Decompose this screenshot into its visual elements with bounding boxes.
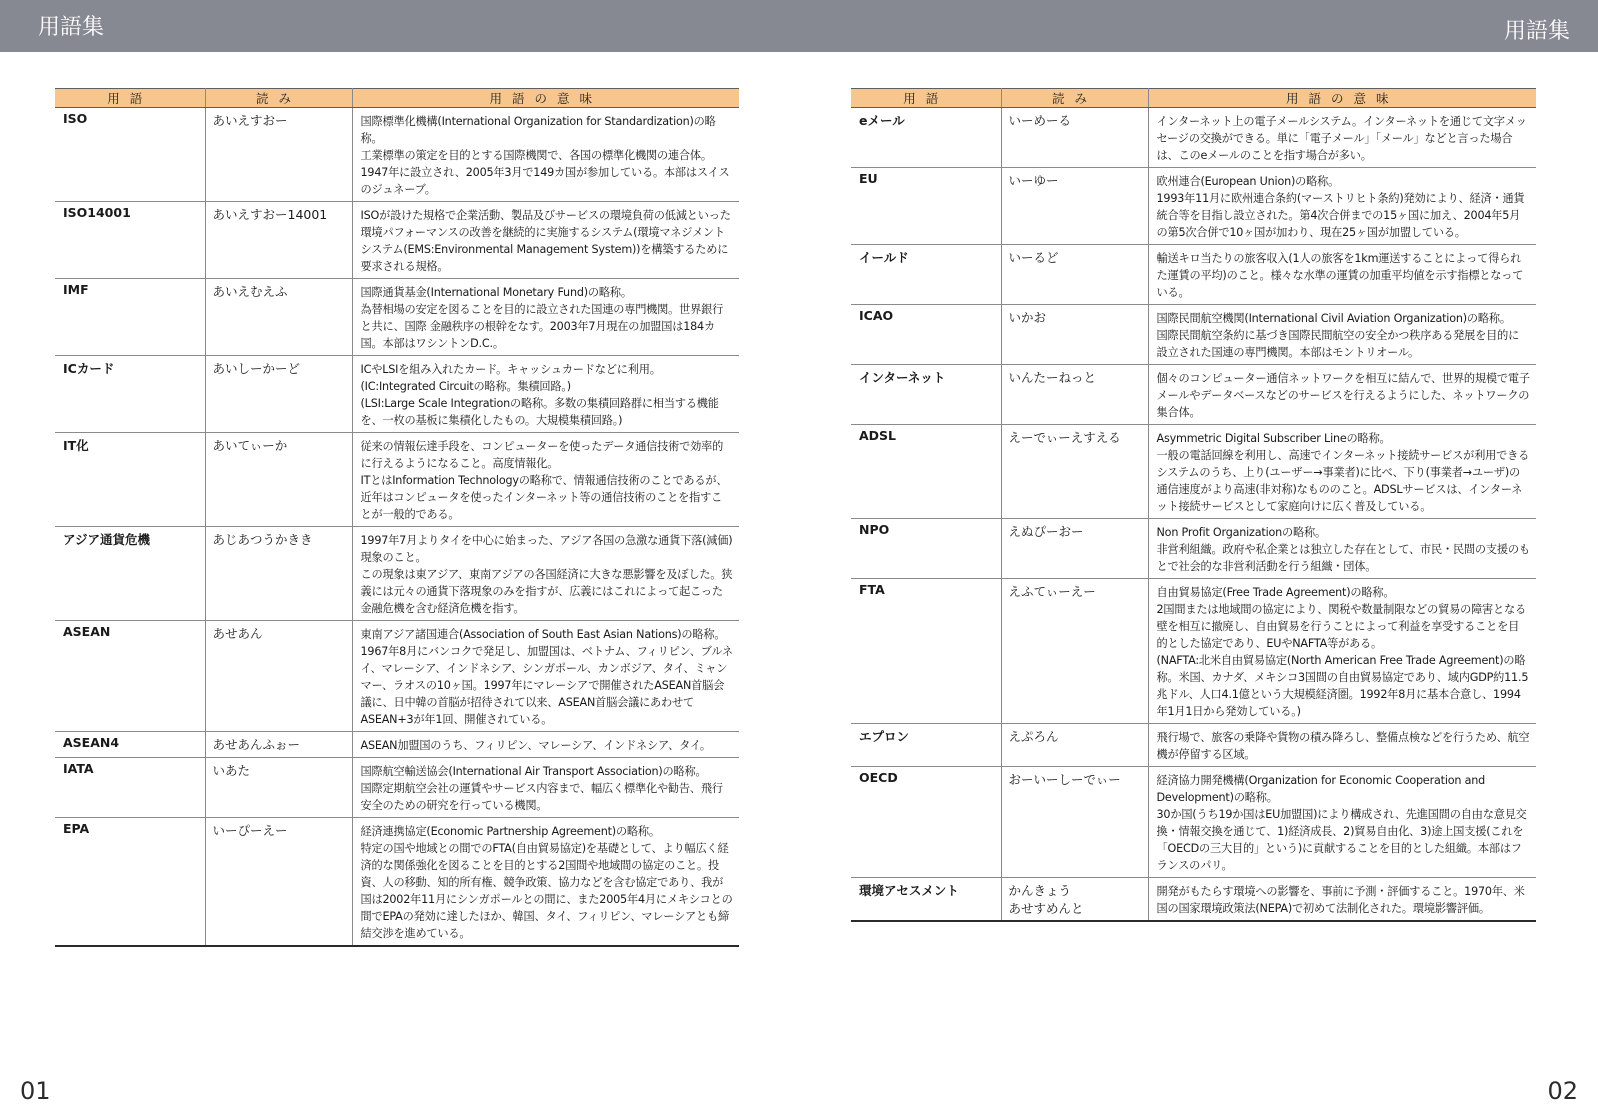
meaning-paragraph: (IC:Integrated Circuitの略称。集積回路。) (360, 380, 571, 393)
reading-cell: いんたーねっと (1001, 365, 1148, 425)
term-cell: EPA (55, 818, 205, 947)
table-row (55, 433, 739, 527)
term-cell: IATA (55, 758, 205, 818)
glossary-body-right (851, 108, 1536, 922)
reading-cell: えふてぃーえー (1001, 579, 1148, 724)
table-row (55, 527, 739, 621)
table-row (55, 279, 739, 356)
reading-cell: おーいーしーでぃー (1001, 767, 1148, 878)
table-row (55, 108, 739, 202)
reading-cell: あいてぃーか (205, 433, 352, 527)
meaning-cell (352, 356, 739, 433)
glossary-table-left (55, 88, 739, 947)
reading-cell: いあた (205, 758, 352, 818)
meaning-paragraph: 経済連携協定(Economic Partnership Agreement)の略称。 (360, 825, 660, 838)
reading-cell: いーゆー (1001, 168, 1148, 245)
header-meaning: 用語の意味 (352, 89, 739, 108)
meaning-cell (352, 758, 739, 818)
meaning-paragraph: 1993年11月に欧州連合条約(マーストリヒト条約)発効により、経済・通貨統合等を目指し設立された。第4次合併までの15ヶ国に加え、2004年5月の第5次合併で10ヶ国が加わり、現在25ヶ国が加盟している。 (1156, 192, 1525, 239)
table-row (851, 305, 1536, 365)
term-cell: ADSL (851, 425, 1001, 519)
table-row (851, 519, 1536, 579)
term-cell: ISO14001 (55, 202, 205, 279)
meaning-paragraph: 輸送キロ当たりの旅客収入(1人の旅客を1km運送することによって得られた運賃の平均)のこと。様々な水準の運賃の加重平均値を示す指標となっている。 (1156, 252, 1524, 299)
term-cell: イールド (851, 245, 1001, 305)
reading-cell: あせあん (205, 621, 352, 732)
table-header-row (851, 89, 1536, 108)
meaning-paragraph: 非営利組織。政府や私企業とは独立した存在として、市民・民間の支援のもとで社会的な非営利活動を行う組織・団体。 (1156, 543, 1530, 573)
meaning-cell (352, 279, 739, 356)
meaning-paragraph: 従来の情報伝達手段を、コンピューターを使ったデータ通信技術で効率的に行えるようになること。高度情報化。 (360, 440, 724, 470)
meaning-cell (1148, 878, 1536, 922)
meaning-cell (1148, 245, 1536, 305)
glossary-body-left (55, 108, 739, 947)
meaning-paragraph: Non Profit Organizationの略称。 (1156, 526, 1326, 539)
term-cell: ISO (55, 108, 205, 202)
meaning-cell (1148, 724, 1536, 767)
meaning-cell (352, 433, 739, 527)
meaning-paragraph: ITとはInformation Technologyの略称で、情報通信技術のことであるが、近年はコンピュータを使ったインターネット等の通信技術のことを指すことが一般的である。 (360, 474, 728, 521)
meaning-cell (1148, 767, 1536, 878)
table-row (851, 767, 1536, 878)
reading-cell: いーめーる (1001, 108, 1148, 168)
table-row (55, 356, 739, 433)
meaning-cell (352, 108, 739, 202)
meaning-cell (1148, 519, 1536, 579)
meaning-cell (352, 621, 739, 732)
term-cell: NPO (851, 519, 1001, 579)
meaning-cell (1148, 425, 1536, 519)
term-cell: EU (851, 168, 1001, 245)
meaning-cell (352, 818, 739, 947)
table-row (851, 245, 1536, 305)
meaning-paragraph: 2国間または地域間の協定により、関税や数量制限などの貿易の障害となる壁を相互に撤廃し、自由貿易を行うことによって利益を享受することを目的とした協定であり、EUやNAFTA等がある。 (1156, 603, 1527, 650)
term-cell: IT化 (55, 433, 205, 527)
table-row (851, 878, 1536, 922)
meaning-paragraph: Asymmetric Digital Subscriber Lineの略称。 (1156, 432, 1391, 445)
header-term: 用語 (55, 89, 205, 108)
meaning-paragraph: 一般の電話回線を利用し、高速でインターネット接続サービスが利用できるシステムのうち、上り(ユーザー→事業者)に比べ、下り(事業者→ユーザ)の通信速度がより高速(非対称)なもののこと。ADSLサービスは、インターネット接続サービスとして家庭向けに広く普及している。 (1156, 449, 1530, 513)
meaning-paragraph: 特定の国や地域との間でのFTA(自由貿易協定)を基礎として、より幅広く経済的な関係強化を図ることを目的とする2国間や地域間の協定のこと。投資、人の移動、知的所有権、競争政策、協力などを含む協定であり、我が国は2002年11月にシンガポールとの間に、また2005年4月にメキシコとの間でEPAの発効に達したほか、韓国、タイ、フィリピン、マレーシアとも締結交渉を進めている。 (360, 842, 733, 940)
term-cell: ICAO (851, 305, 1001, 365)
meaning-paragraph: (LSI:Large Scale Integrationの略称。多数の集積回路群に相当する機能を、一枚の基板に集積化したもの。大規模集積回路。) (360, 397, 719, 427)
meaning-paragraph: 30か国(うち19か国はEU加盟国)により構成され、先進国間の自由な意見交換・情報交換を通じて、1)経済成長、2)貿易自由化、3)途上国支援(これを「OECDの三大目的」という)に貢献することを目的とした組織。本部はフランスのパリ。 (1156, 808, 1527, 872)
table-row (851, 579, 1536, 724)
term-cell: エプロン (851, 724, 1001, 767)
reading-cell: かんきょう あせすめんと (1001, 878, 1148, 922)
table-row (851, 425, 1536, 519)
meaning-paragraph: 経済協力開発機構(Organization for Economic Cooperation and Development)の略称。 (1156, 774, 1486, 804)
meaning-paragraph: 1967年8月にバンコクで発足し、加盟国は、ベトナム、フィリピン、ブルネイ、マレーシア、インドネシア、シンガポール、カンボジア、タイ、ミャンマー、ラオスの10ヶ国。1997年にマレーシアで開催されたASEAN首脳会議に、日中韓の首脳が招待されて以来、ASEAN首脳会議にあわせてASEAN+3が年1回、開催されている。 (360, 645, 733, 726)
meaning-paragraph: 個々のコンピューター通信ネットワークを相互に結んで、世界的規模で電子メールやデータベースなどのサービスを行えるようにした、ネットワークの集合体。 (1156, 372, 1530, 419)
header-title-left: 用語集 (38, 15, 105, 40)
meaning-cell (1148, 108, 1536, 168)
reading-cell: いーぴーえー (205, 818, 352, 947)
meaning-paragraph: ICやLSIを組み入れたカード。キャッシュカードなどに利用。 (360, 363, 661, 376)
table-row (851, 108, 1536, 168)
term-cell: OECD (851, 767, 1001, 878)
meaning-cell (352, 202, 739, 279)
meaning-cell (1148, 579, 1536, 724)
meaning-paragraph: 国際定期航空会社の運賃やサービス内容まで、幅広く標準化や勧告、飛行安全のための研究を行っている機関。 (360, 782, 723, 812)
term-cell: ICカード (55, 356, 205, 433)
reading-cell: あいしーかーど (205, 356, 352, 433)
meaning-cell (352, 732, 739, 758)
table-row (851, 724, 1536, 767)
table-row (55, 758, 739, 818)
table-row (55, 202, 739, 279)
reading-cell: いーるど (1001, 245, 1148, 305)
meaning-paragraph: 1997年7月よりタイを中心に始まった、アジア各国の急激な通貨下落(減価)現象のこと。 (360, 534, 733, 564)
table-row (55, 818, 739, 947)
meaning-paragraph: ISOが設けた規格で企業活動、製品及びサービスの環境負荷の低減といった環境パフォーマンスの改善を継続的に実施するシステム(環境マネジメントシステム(EMS:Environmental Management System))を構築するために要求される規格。 (360, 209, 731, 273)
glossary-table-right (851, 88, 1536, 922)
meaning-paragraph: 東南アジア諸国連合(Association of South East Asian Nations)の略称。 (360, 628, 726, 641)
term-cell: インターネット (851, 365, 1001, 425)
meaning-paragraph: 欧州連合(European Union)の略称。 (1156, 175, 1340, 188)
reading-cell: えーでぃーえすえる (1001, 425, 1148, 519)
meaning-paragraph: 自由貿易協定(Free Trade Agreement)の略称。 (1156, 586, 1395, 599)
reading-cell: あいえすおー14001 (205, 202, 352, 279)
header-reading: 読み (205, 89, 352, 108)
term-cell: FTA (851, 579, 1001, 724)
meaning-cell (1148, 305, 1536, 365)
meaning-cell (1148, 365, 1536, 425)
term-cell: アジア通貨危機 (55, 527, 205, 621)
meaning-paragraph: (NAFTA:北米自由貿易協定(North American Free Trade Agreement)の略称。米国、カナダ、メキシコ3国間の自由貿易協定であり、域内GDP約11.5兆ドル、人口4.1億という大規模経済圏。1992年8月に基本合意し、1994年1月1日から発効している。) (1156, 654, 1529, 718)
meaning-paragraph: 開発がもたらす環境への影響を、事前に予測・評価すること。1970年、米国の国家環境政策法(NEPA)で初めて法制化された。環境影響評価。 (1156, 885, 1525, 915)
meaning-paragraph: 国際通貨基金(International Monetary Fund)の略称。 (360, 286, 632, 299)
meaning-paragraph: ASEAN加盟国のうち、フィリピン、マレーシア、インドネシア、タイ。 (360, 739, 711, 752)
table-header-row (55, 89, 739, 108)
table-row (55, 732, 739, 758)
reading-cell: あせあんふぉー (205, 732, 352, 758)
meaning-paragraph: 国際民間航空条約に基づき国際民間航空の安全かつ秩序ある発展を目的に設立された国連の専門機関。本部はモントリオール。 (1156, 329, 1520, 359)
header-bar (0, 0, 1598, 52)
meaning-paragraph: 国際標準化機構(International Organization for Standardization)の略称。 (360, 115, 716, 145)
reading-cell: あいえむえふ (205, 279, 352, 356)
header-title-right: 用語集 (1503, 19, 1570, 44)
reading-cell: あいえすおー (205, 108, 352, 202)
reading-cell: えぷろん (1001, 724, 1148, 767)
term-cell: IMF (55, 279, 205, 356)
term-cell: eメール (851, 108, 1001, 168)
table-row (55, 621, 739, 732)
reading-cell: あじあつうかきき (205, 527, 352, 621)
term-cell: 環境アセスメント (851, 878, 1001, 922)
meaning-paragraph: 工業標準の策定を目的とする国際機関で、各国の標準化機関の連合体。1947年に設立され、2005年3月で149カ国が参加している。本部はスイスのジュネーブ。 (360, 149, 730, 196)
meaning-cell (1148, 168, 1536, 245)
page-number-right: 02 (1547, 1077, 1578, 1105)
header-term: 用語 (851, 89, 1001, 108)
page-number-left: 01 (20, 1077, 51, 1105)
meaning-paragraph: この現象は東アジア、東南アジアの各国経済に大きな悪影響を及ぼした。狭義には元々の通貨下落現象のみを指すが、広義にはこれによって起こった金融危機を含む経済危機を指す。 (360, 568, 733, 615)
term-cell: ASEAN4 (55, 732, 205, 758)
meaning-paragraph: 国際民間航空機関(International Civil Aviation Organization)の略称。 (1156, 312, 1511, 325)
reading-cell: いかお (1001, 305, 1148, 365)
meaning-paragraph: 国際航空輸送協会(International Air Transport Association)の略称。 (360, 765, 707, 778)
table-row (851, 365, 1536, 425)
meaning-cell (352, 527, 739, 621)
term-cell: ASEAN (55, 621, 205, 732)
table-row (851, 168, 1536, 245)
meaning-paragraph: 飛行場で、旅客の乗降や貨物の積み降ろし、整備点検などを行うため、航空機が停留する区域。 (1156, 731, 1530, 761)
meaning-paragraph: インターネット上の電子メールシステム。インターネットを通じて文字メッセージの交換ができる。単に「電子メール」「メール」などと言った場合は、このeメールのことを指す場合が多い。 (1156, 115, 1527, 162)
meaning-paragraph: 為替相場の安定を図ることを目的に設立された国連の専門機関。世界銀行と共に、国際 金融秩序の根幹をなす。2003年7月現在の加盟国は184カ国。本部はワシントンD.C.。 (360, 303, 724, 350)
header-meaning: 用語の意味 (1148, 89, 1536, 108)
reading-cell: えぬぴーおー (1001, 519, 1148, 579)
header-reading: 読み (1001, 89, 1148, 108)
